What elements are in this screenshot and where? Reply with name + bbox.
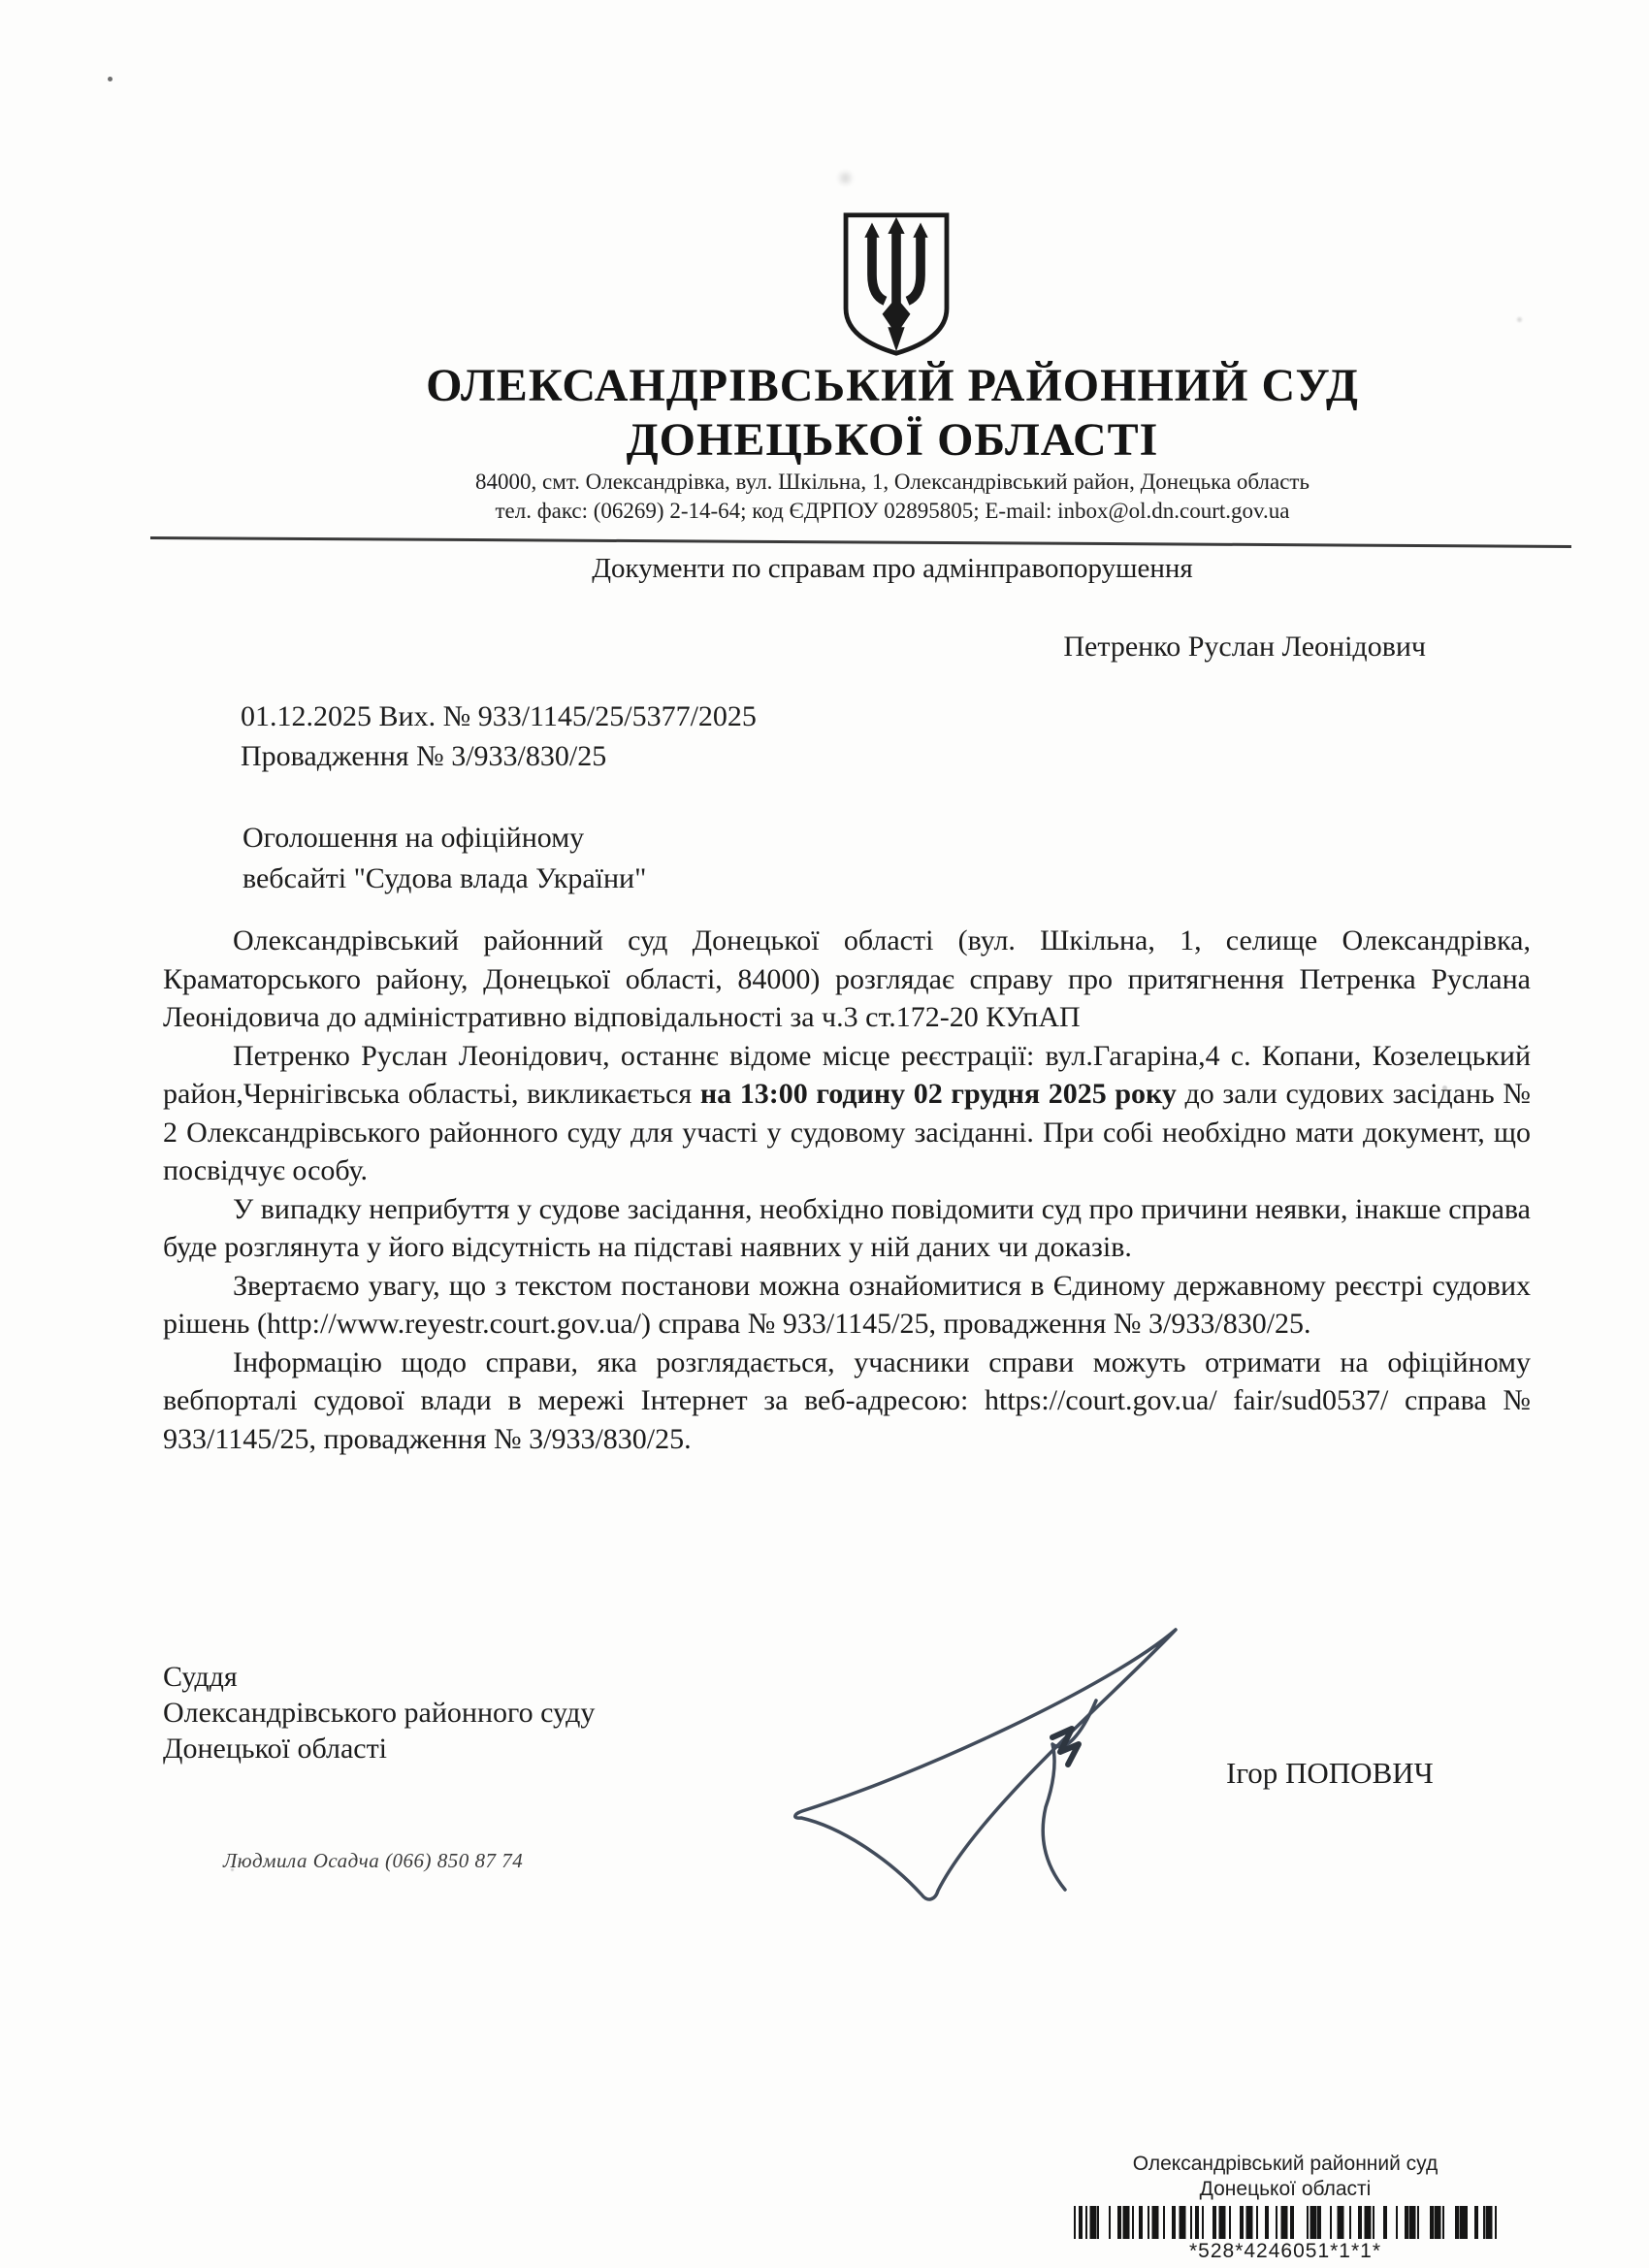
header-divider bbox=[150, 536, 1571, 548]
paragraph-case-info: Олександрівський районний суд Донецької області (вул. Шкільна, 1, селище Олександрівка, Краматорського району, Донецької області, 84000) розглядає справу про притягнення Петренка Руслана Леонідовича до адміністративно відповідальності за ч.3 ст.172-20 КУпАП bbox=[163, 924, 1531, 1033]
signer-name: Ігор ПОПОВИЧ bbox=[1226, 1756, 1434, 1790]
letter-body bbox=[163, 922, 1531, 1458]
barcode bbox=[1072, 2206, 1499, 2239]
signer-title-line2: Олександрівського районного суду bbox=[163, 1697, 596, 1729]
subject-block bbox=[242, 818, 646, 899]
footer-court-line1: Олександрівський районний суд bbox=[1132, 2153, 1439, 2175]
subject-line2: вебсайті "Судова влада України" bbox=[242, 862, 647, 894]
subject-line1: Оголошення на офіційному bbox=[242, 822, 585, 854]
handwritten-signature bbox=[757, 1608, 1232, 1928]
ukraine-trident-emblem bbox=[840, 210, 953, 359]
signer-title-line3: Донецької області bbox=[163, 1733, 388, 1765]
summons-text-pre: Петренко Руслан Леонідович, останнє відоме місце реєстрації: вул.Гагаріна,4 с. Копани, Козелецький район,Чернігівська областьі, викликається bbox=[163, 1039, 1531, 1110]
paragraph-absence-warning: У випадку неприбуття у судове засідання, необхідно повідомити суд про причини неявки, інакше справа буде розглянута у його відсутність на підставі наявних у ній даних чи доказів. bbox=[163, 1192, 1531, 1263]
paragraph-summons bbox=[163, 1037, 1531, 1190]
clerk-contact-note: Людмила Осадча (066) 850 87 74 bbox=[223, 1849, 524, 1872]
court-contacts: тел. факс: (06269) 2-14-64; код ЄДРПОУ 02895805; E-mail: inbox@ol.dn.court.gov.ua bbox=[495, 499, 1290, 523]
summons-text-post: до зали судових засідань № 2 Олександрівського районного суду для участі у судовому засіданні. При собі необхідно мати документ, що посвідчує особу. bbox=[163, 1078, 1531, 1186]
court-address: 84000, смт. Олександрівка, вул. Шкільна, 1, Олександрівський район, Донецька область bbox=[475, 470, 1310, 494]
footer-court-line2: Донецької області bbox=[1199, 2178, 1372, 2200]
document-category: Документи по справам про адмінправопорушення bbox=[592, 553, 1193, 584]
summons-datetime-bold: на 13:00 годину 02 грудня 2025 року bbox=[699, 1078, 1177, 1110]
paragraph-registry-info: Звертаємо увагу, що з текстом постанови можна ознайомитися в Єдиному державному реєстрі судових рішень (http://www.reyestr.court.gov.ua/) справа № 933/1145/25, провадження № 3/933/830/25. bbox=[163, 1269, 1531, 1340]
scan-noise-specks bbox=[0, 0, 3, 3]
proceeding-number-line: Провадження № 3/933/830/25 bbox=[241, 740, 607, 772]
court-name-line1: ОЛЕКСАНДРІВСЬКИЙ РАЙОННИЙ СУД bbox=[426, 360, 1359, 411]
footer-stamp-block bbox=[1067, 2152, 1504, 2264]
recipient-name: Петренко Руслан Леонідович bbox=[1063, 631, 1426, 663]
court-name-line2: ДОНЕЦЬКОЇ ОБЛАСТІ bbox=[626, 414, 1159, 466]
barcode-text: *528*4246051*1*1* bbox=[1188, 2240, 1381, 2262]
signer-title-line1: Суддя bbox=[163, 1661, 238, 1693]
signer-title-block bbox=[163, 1659, 595, 1766]
outgoing-number-line: 01.12.2025 Вих. № 933/1145/25/5377/2025 bbox=[241, 700, 757, 732]
paragraph-webportal-info: Інформацію щодо справи, яка розглядається, учасники справи можуть отримати на офіційному вебпорталі судової влади в мережі Інтернет за веб-адресою: https://court.gov.ua/ fair/sud0537/ справа № 933/1145/25, провадження № 3/933/830/25. bbox=[163, 1345, 1531, 1455]
